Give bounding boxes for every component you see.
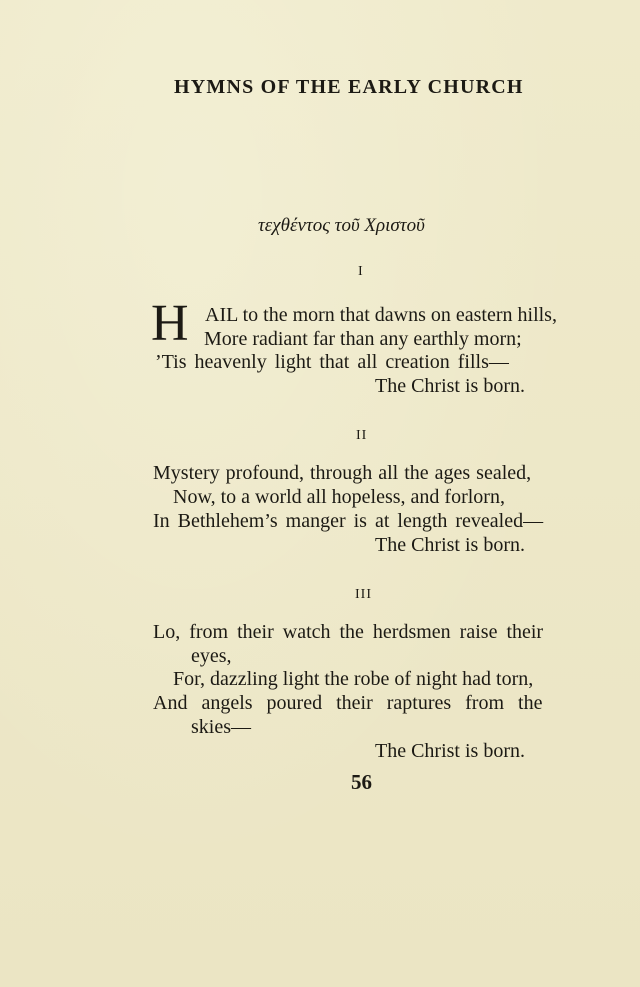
stanza-3-line-5: skies— [191,716,251,738]
stanza-numeral-3: III [355,587,372,602]
drop-cap: H [151,295,189,352]
stanza-1-refrain: The Christ is born. [375,375,525,397]
stanza-3-refrain: The Christ is born. [375,740,525,762]
stanza-1-line-1: AIL to the morn that dawns on eastern hills, [205,304,557,326]
stanza-1-line-3: ’Tis heavenly light that all creation fills— [155,351,509,373]
stanza-3-line-3: For, dazzling light the robe of night had torn, [173,668,534,690]
hymn-title-greek: τεχθέντος τοῦ Χριστοῦ [258,215,425,236]
stanza-2-line-2: Now, to a world all hopeless, and forlorn, [173,486,505,508]
stanza-3-line-1: Lo, from their watch the herdsmen raise their [153,621,544,643]
stanza-3-line-2: eyes, [191,645,232,667]
stanza-3-line-4: And angels poured their raptures from the [153,692,543,714]
stanza-numeral-1: I [358,264,364,279]
stanza-2-line-1: Mystery profound, through all the ages sealed, [153,462,532,484]
running-head: HYMNS OF THE EARLY CHURCH [174,76,524,98]
stanza-2-line-3: In Bethlehem’s manger is at length revealed— [153,510,544,532]
stanza-numeral-2: II [356,428,368,443]
page-number: 56 [351,770,372,794]
stanza-2-refrain: The Christ is born. [375,534,525,556]
stanza-1-line-2: More radiant far than any earthly morn; [204,328,522,350]
